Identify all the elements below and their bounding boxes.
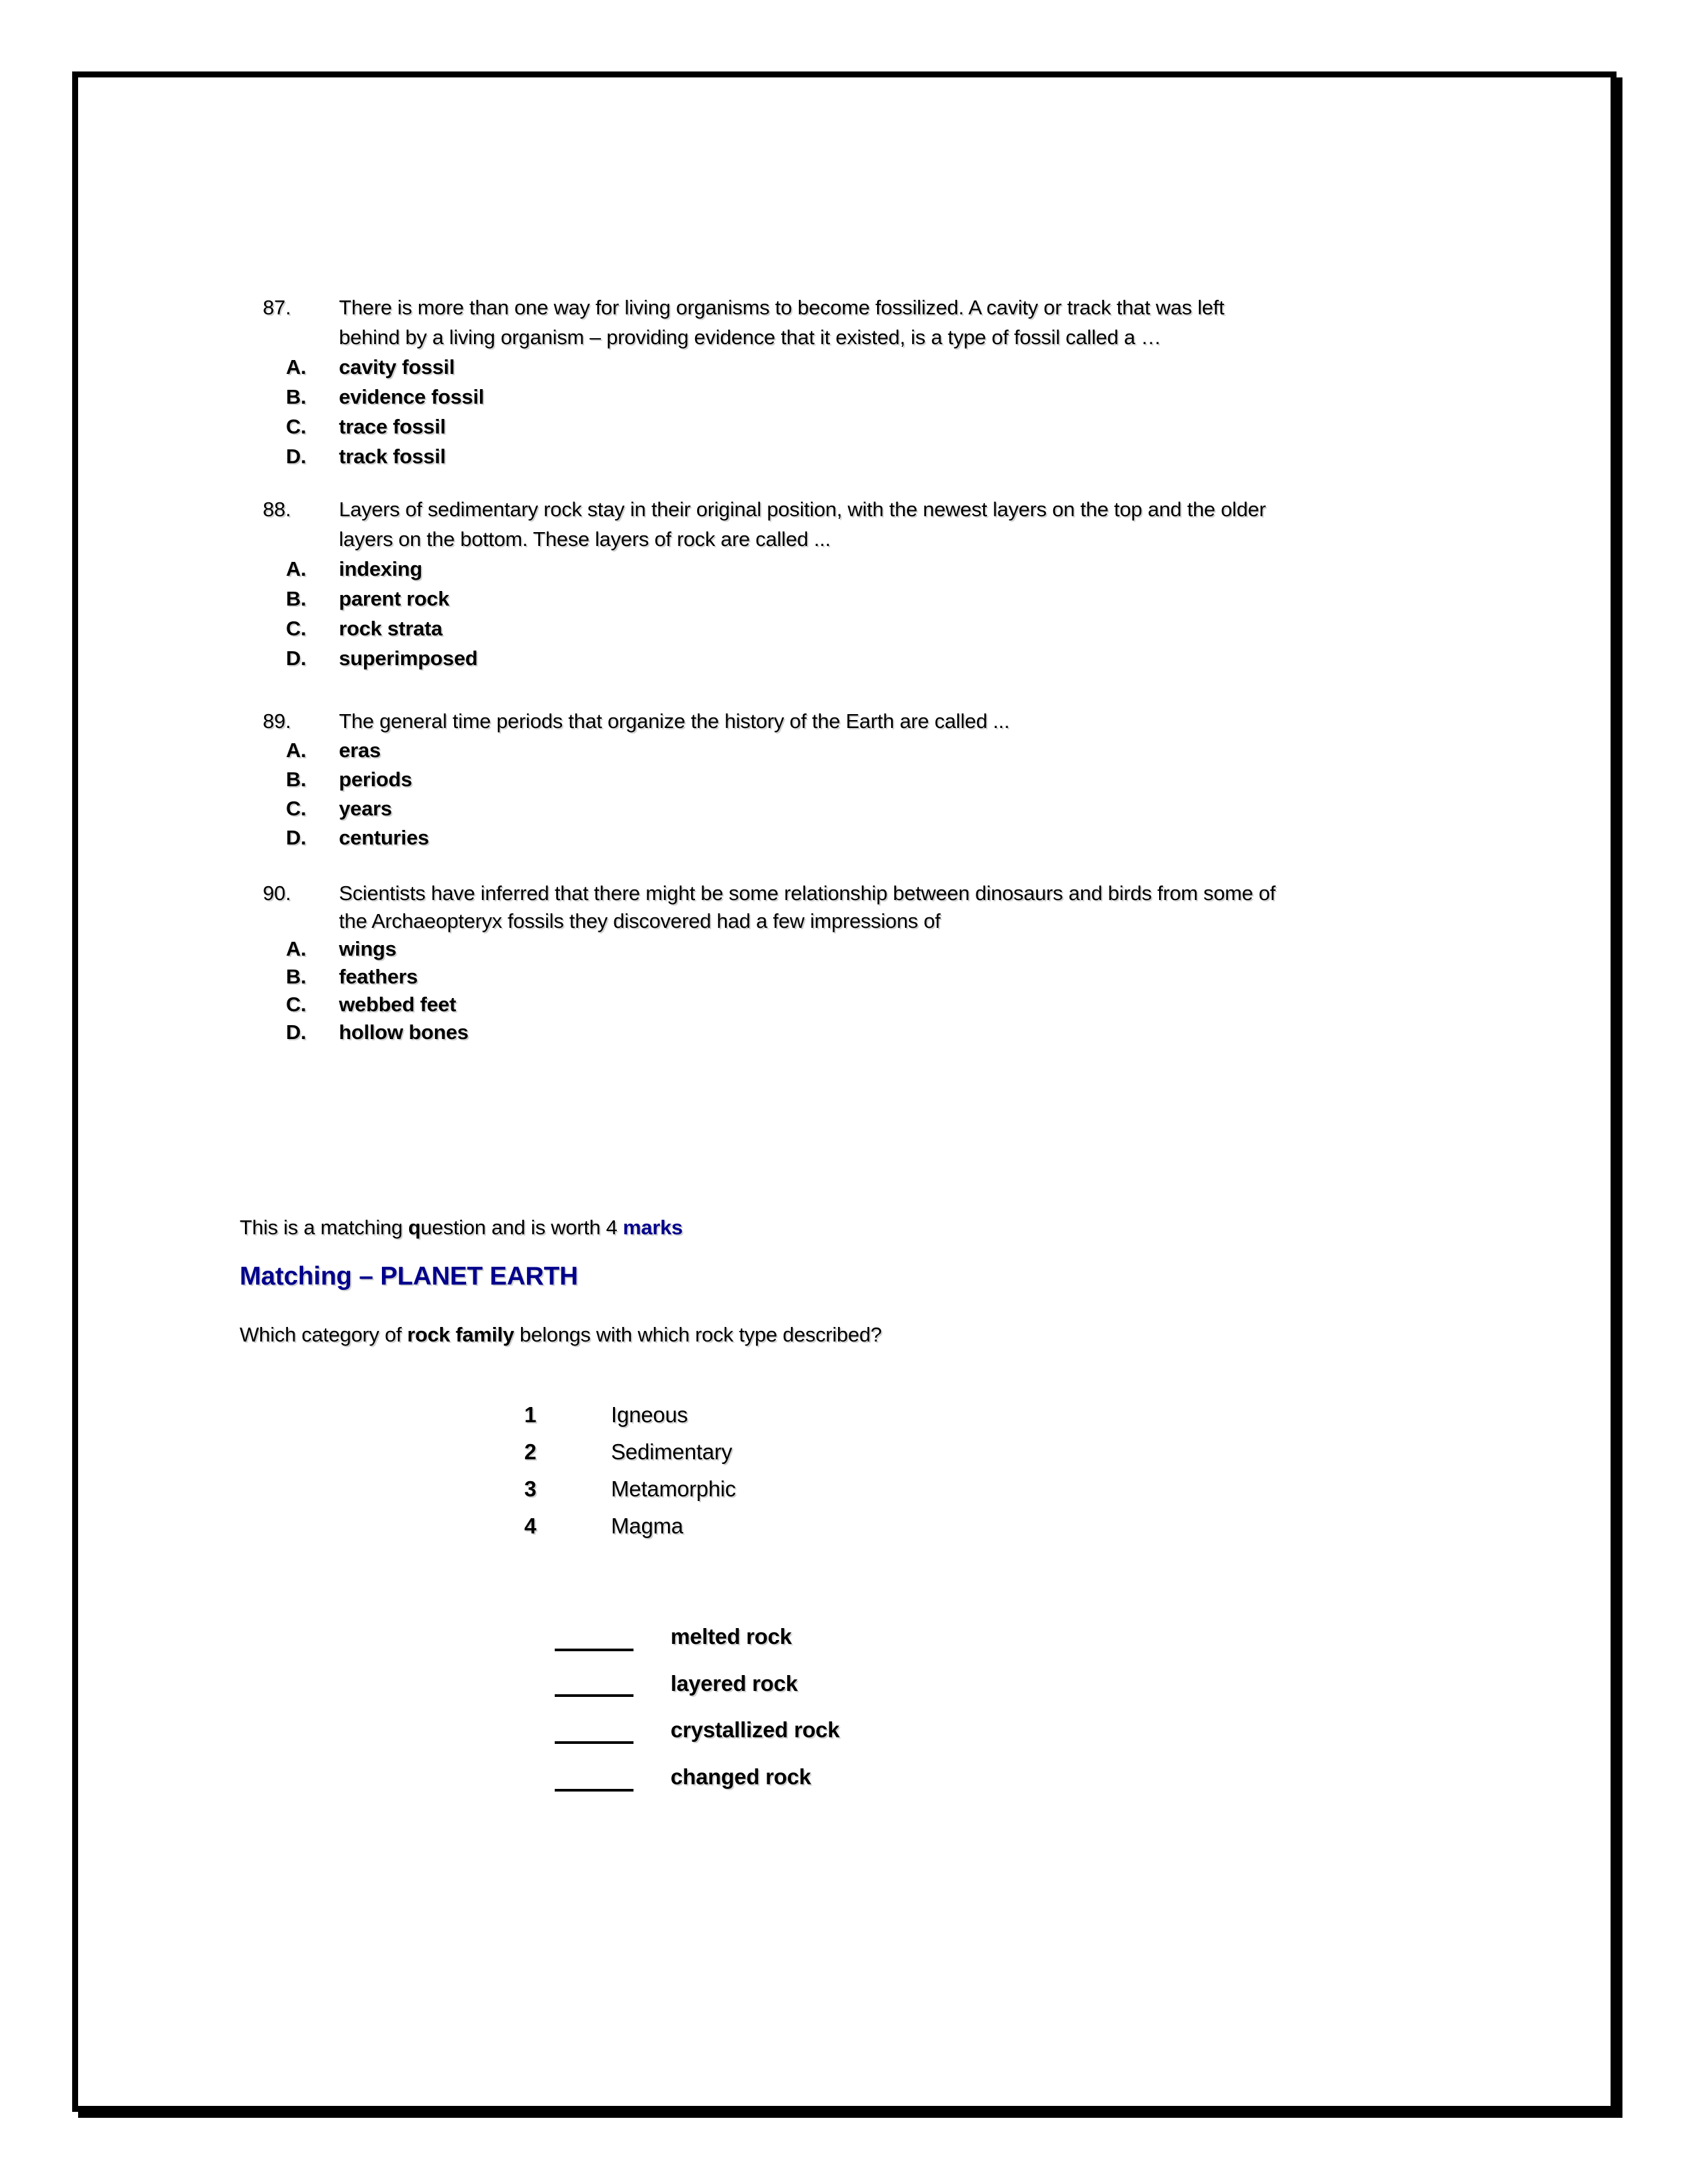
option-letter: C. (286, 415, 306, 438)
answer-blank-row (78, 1762, 1611, 1792)
question-line (78, 495, 1611, 524)
question-line (78, 907, 1611, 936)
question-text-line: behind by a living organism – providing evidence that it existed, is a type of fossil called a … (339, 326, 1162, 349)
option-text: parent rock (339, 587, 449, 610)
question-line (78, 293, 1611, 322)
answer-blank-label: changed rock (671, 1764, 812, 1789)
matching-choice-row (78, 1437, 1611, 1467)
option-text: superimposed (339, 647, 478, 670)
choice-number: 1 (524, 1402, 537, 1427)
option-row (78, 555, 1611, 584)
option-letter: D. (286, 1021, 306, 1044)
option-text: evidence fossil (339, 385, 485, 408)
matching-heading (240, 1259, 578, 1294)
option-text: centuries (339, 826, 430, 849)
matching-prompt-segment: belongs with which rock type described? (514, 1323, 882, 1346)
option-row (78, 934, 1611, 964)
option-row (78, 412, 1611, 441)
question-line (78, 525, 1611, 554)
question-number: 88. (263, 498, 291, 521)
option-text: periods (339, 768, 412, 791)
choice-label: Igneous (611, 1402, 688, 1427)
matching-prompt-segment: rock family (407, 1323, 514, 1346)
option-letter: B. (286, 768, 306, 791)
answer-blank-row (78, 1669, 1611, 1698)
matching-prompt (240, 1320, 882, 1349)
matching-choice-row (78, 1400, 1611, 1430)
option-row (78, 990, 1611, 1019)
choice-number: 3 (524, 1477, 537, 1501)
option-row (78, 765, 1611, 794)
matching-intro-segment: marks (622, 1216, 683, 1239)
matching-choice-row (78, 1475, 1611, 1504)
answer-blank-row (78, 1715, 1611, 1745)
answer-blank-label: melted rock (671, 1624, 792, 1649)
matching-intro (240, 1213, 682, 1242)
option-row (78, 614, 1611, 643)
option-letter: D. (286, 445, 306, 468)
option-text: indexing (339, 557, 422, 580)
answer-blank-label: crystallized rock (671, 1717, 840, 1742)
matching-intro-segment: This is a matching (240, 1216, 408, 1239)
matching-intro-segment: uestion and is worth 4 (420, 1216, 623, 1239)
option-letter: B. (286, 965, 306, 988)
answer-blank-label: layered rock (671, 1671, 798, 1696)
option-letter: B. (286, 385, 306, 408)
option-letter: A. (286, 355, 306, 379)
question-text-line: The general time periods that organize the history of the Earth are called ... (339, 709, 1010, 733)
question-line (78, 879, 1611, 908)
question-line (78, 323, 1611, 352)
choice-label: Metamorphic (611, 1477, 736, 1501)
choice-label: Magma (611, 1514, 684, 1538)
option-row (78, 736, 1611, 765)
option-row (78, 584, 1611, 614)
option-letter: A. (286, 937, 306, 960)
option-letter: A. (286, 557, 306, 580)
option-row (78, 794, 1611, 823)
matching-intro-segment: q (408, 1216, 421, 1239)
option-text: wings (339, 937, 397, 960)
option-letter: D. (286, 826, 306, 849)
option-row (78, 442, 1611, 471)
option-row (78, 962, 1611, 991)
option-text: cavity fossil (339, 355, 455, 379)
option-text: trace fossil (339, 415, 446, 438)
question-number: 89. (263, 709, 291, 733)
option-row (78, 383, 1611, 412)
choice-number: 4 (524, 1514, 537, 1538)
page-frame (72, 71, 1617, 2112)
option-text: feathers (339, 965, 418, 988)
question-text-line: Layers of sedimentary rock stay in their original position, with the newest layers on the top and the older (339, 498, 1266, 521)
option-letter: C. (286, 797, 306, 820)
option-letter: C. (286, 993, 306, 1016)
option-row (78, 823, 1611, 852)
question-text-line: Scientists have inferred that there might be some relationship between dinosaurs and birds from some of (339, 882, 1276, 905)
choice-label: Sedimentary (611, 1439, 733, 1464)
matching-prompt-segment: Which category of (240, 1323, 408, 1346)
question-number: 87. (263, 296, 291, 319)
option-text: years (339, 797, 393, 820)
question-text-line: layers on the bottom. These layers of rock are called ... (339, 527, 831, 551)
option-row (78, 644, 1611, 673)
question-number: 90. (263, 882, 291, 905)
option-text: eras (339, 739, 381, 762)
option-row (78, 353, 1611, 382)
option-letter: D. (286, 647, 306, 670)
option-text: webbed feet (339, 993, 456, 1016)
choice-number: 2 (524, 1439, 537, 1464)
question-line (78, 707, 1611, 736)
question-text-line: the Archaeopteryx fossils they discovered had a few impressions of (339, 909, 941, 933)
option-text: rock strata (339, 617, 443, 640)
matching-heading-text: Matching – PLANET EARTH (240, 1262, 579, 1291)
matching-choice-row (78, 1512, 1611, 1541)
answer-blank-row (78, 1622, 1611, 1651)
option-letter: C. (286, 617, 306, 640)
option-row (78, 1018, 1611, 1047)
question-text-line: There is more than one way for living organisms to become fossilized. A cavity or track that was left (339, 296, 1225, 319)
option-text: track fossil (339, 445, 446, 468)
option-letter: A. (286, 739, 306, 762)
option-text: hollow bones (339, 1021, 469, 1044)
option-letter: B. (286, 587, 306, 610)
